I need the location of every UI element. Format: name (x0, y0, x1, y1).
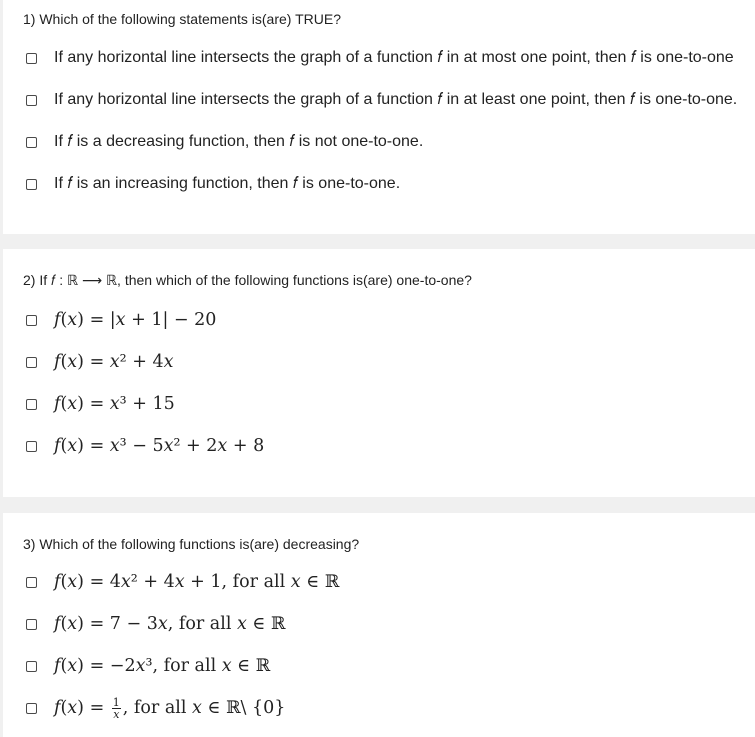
answer-option[interactable] (23, 610, 285, 638)
checkbox[interactable] (26, 441, 37, 452)
checkbox[interactable] (26, 619, 37, 630)
checkbox[interactable] (26, 53, 37, 64)
answer-option[interactable] (23, 306, 216, 334)
answer-option[interactable] (23, 390, 175, 418)
option-label: If any horizontal line intersects the graph of a function 𝑓 in at least one point, then 𝑓 is one-to-one. (54, 91, 738, 108)
fraction-numerator: 1 (112, 695, 120, 709)
checkbox[interactable] (26, 399, 37, 410)
option-label: 𝑓(𝑥) = 4𝑥² + 4𝑥 + 1, for all 𝑥 ∈ ℝ (54, 572, 340, 592)
option-label: 𝑓(𝑥) = 𝑥³ − 5𝑥² + 2𝑥 + 8 (54, 436, 265, 456)
option-label: 𝑓(𝑥) = 𝑥² + 4𝑥 (54, 352, 174, 372)
option-label (54, 697, 285, 720)
fraction (112, 697, 121, 720)
expression-rest: , for all 𝑥 ∈ ℝ\ {0} (122, 697, 286, 718)
option-label: If 𝑓 is a decreasing function, then 𝑓 is not one-to-one. (54, 133, 424, 150)
option-label: If 𝑓 is an increasing function, then 𝑓 is one-to-one. (54, 175, 401, 192)
answer-option[interactable] (23, 432, 264, 460)
option-label: 𝑓(𝑥) = 𝑥³ + 15 (54, 394, 175, 414)
question-title: 1) Which of the following statements is(are) TRUE? (23, 11, 341, 27)
answer-option[interactable] (23, 694, 285, 722)
question-card-3 (3, 513, 755, 737)
checkbox[interactable] (26, 703, 37, 714)
fraction-denominator: 𝑥 (113, 707, 120, 721)
question-card-1 (3, 0, 755, 234)
checkbox[interactable] (26, 315, 37, 326)
checkbox[interactable] (26, 577, 37, 588)
option-label: 𝑓(𝑥) = 7 − 3𝑥, for all 𝑥 ∈ ℝ (54, 614, 286, 634)
answer-option[interactable] (23, 86, 737, 114)
answer-option[interactable] (23, 170, 400, 198)
checkbox[interactable] (26, 95, 37, 106)
option-label: 𝑓(𝑥) = −2𝑥³, for all 𝑥 ∈ ℝ (54, 656, 271, 676)
option-label: 𝑓(𝑥) = |𝑥 + 1| − 20 (54, 310, 217, 330)
answer-option[interactable] (23, 44, 734, 72)
checkbox[interactable] (26, 179, 37, 190)
answer-option[interactable] (23, 348, 173, 376)
question-title: 3) Which of the following functions is(are) decreasing? (23, 536, 360, 552)
expression-lhs: 𝑓(𝑥) = (54, 697, 110, 718)
question-title: 2) If 𝑓 : ℝ ⟶ ℝ, then which of the following functions is(are) one-to-one? (23, 272, 472, 288)
checkbox[interactable] (26, 357, 37, 368)
checkbox[interactable] (26, 137, 37, 148)
answer-option[interactable] (23, 128, 423, 156)
answer-option[interactable] (23, 652, 270, 680)
question-card-2 (3, 249, 755, 497)
checkbox[interactable] (26, 661, 37, 672)
answer-option[interactable] (23, 568, 339, 596)
option-label: If any horizontal line intersects the graph of a function 𝑓 in at most one point, then 𝑓 is one-to-one (54, 49, 734, 66)
